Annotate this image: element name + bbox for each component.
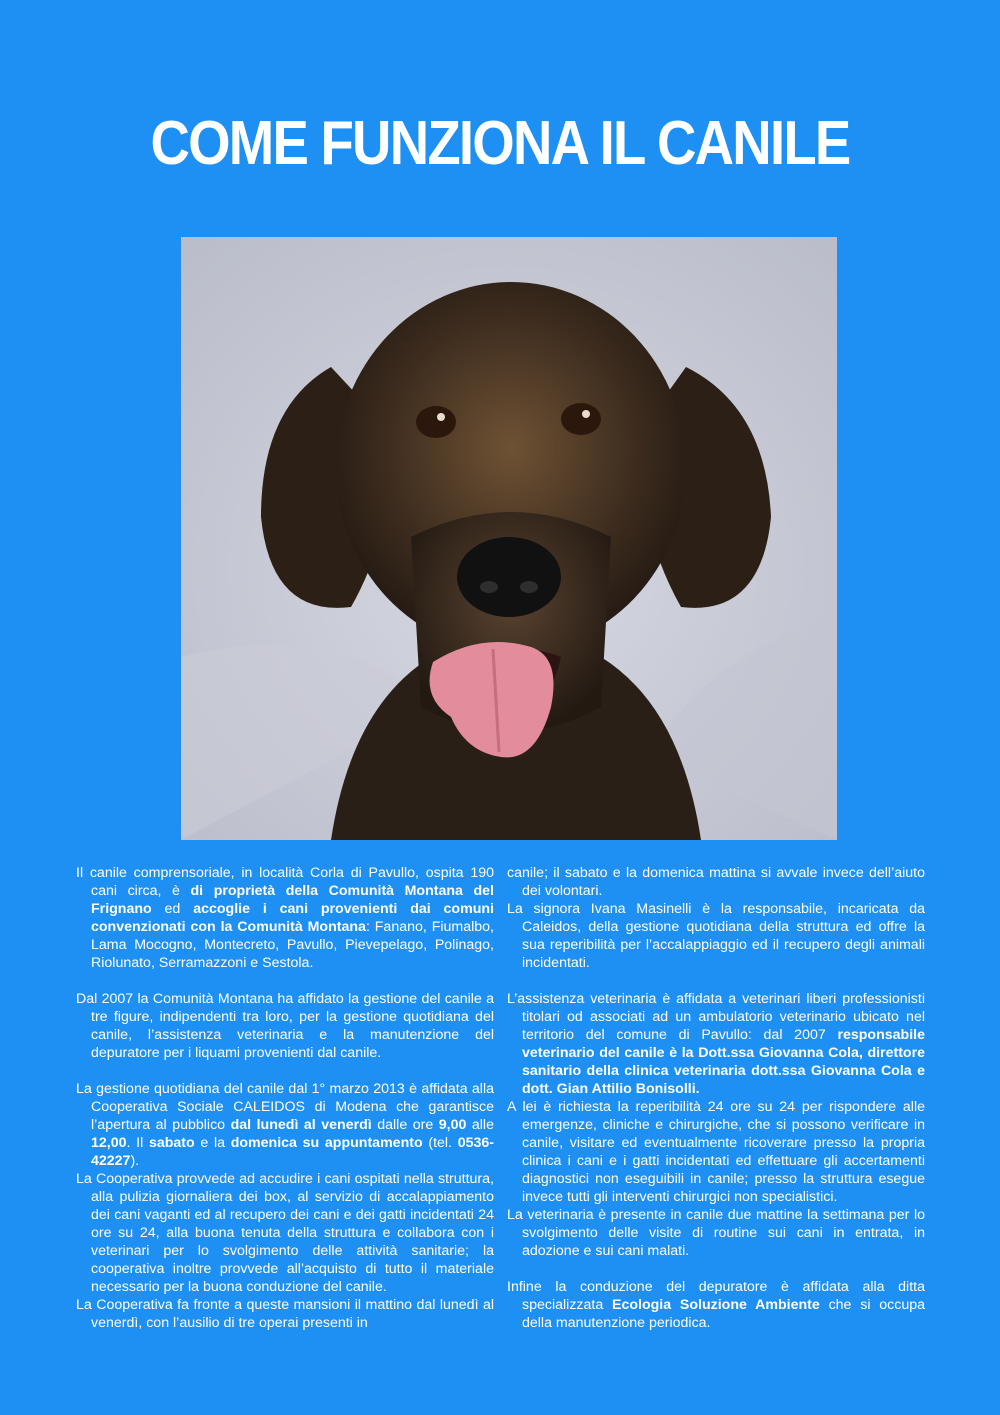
page-title: COME FUNZIONA IL CANILE — [150, 109, 850, 178]
paragraph: La Cooperativa provvede ad accudire i cani ospitati nella struttura, alla pulizia giornaliera dei box, al servizio di accalappiamento dei cani vaganti ed al recupero dei cani e dei gatti incidentati 24 ore su 24, alla buona tenuta della struttura e collabora con i veterinari per lo svolgimento delle attività sanitarie; la cooperativa inoltre provvede all’acquisto di tutto il materiale necessario per la buona conduzione del canile. — [76, 1171, 494, 1295]
paragraph — [507, 990, 925, 1098]
text-span: L’assistenza veterinaria è affidata a veterinari liberi professionisti titolari od associati ad un ambulatorio veterinario ubicato nel territorio del comune di Pavullo: dal 2007 — [507, 991, 925, 1043]
bold-span: di proprietà della Comunità Montana del Frignano — [91, 883, 495, 917]
text-span: La gestione quotidiana del canile dal 1° marzo 2013 è affidata alla Cooperativa Sociale CALEIDOS di Modena che garantisce l’apertura al pubblico — [76, 1081, 494, 1133]
text-span: ). — [130, 1153, 140, 1169]
bold-span: domenica su appuntamento — [230, 1135, 423, 1151]
paragraph — [76, 1080, 494, 1170]
text-span: Il canile comprensoriale, in località Corla di Pavullo, ospita 190 cani circa, è — [76, 865, 494, 899]
text-span: e la — [194, 1135, 231, 1151]
dog-photo — [181, 237, 837, 840]
text-span: : Fanano, Fiumalbo, Lama Mocogno, Montecreto, Pavullo, Pievepelago, Polinago, Riolunato, Serramazzoni e Sestola. — [91, 919, 495, 971]
paragraph: Dal 2007 la Comunità Montana ha affidato la gestione del canile a tre figure, indipendenti tra loro, per la gestione quotidiana del canile, l’assistenza veterinaria e la manutenzione del depuratore per i liquami provenienti dal canile. — [76, 991, 494, 1061]
bold-span: 12,00 — [91, 1135, 127, 1151]
text-span: . Il — [126, 1135, 149, 1151]
bold-span: 0536-42227 — [91, 1135, 494, 1169]
paragraph: La veterinaria è presente in canile due mattine la settimana per lo svolgimento delle visite di routine sui cani in entrata, in adozione e sui cani malati. — [507, 1207, 925, 1259]
paragraph: canile; il sabato e la domenica mattina si avvale invece dell’aiuto dei volontari. — [507, 865, 925, 899]
paragraph — [76, 864, 494, 972]
bold-span: sabato — [148, 1135, 195, 1151]
paragraph: La signora Ivana Masinelli è la responsabile, incaricata da Caleidos, della gestione quotidiana della struttura ed offre la sua reperibilità per l’accalappiaggio ed il recupero degli animali incidentati. — [507, 901, 925, 971]
left-column — [76, 864, 494, 1332]
text-span: dalle ore — [371, 1117, 439, 1133]
right-column — [507, 864, 925, 1332]
bold-span: responsabile veterinario del canile è la Dott.ssa Giovanna Cola, direttore sanitario della clinica veterinaria dott.ssa Giovanna Cola e dott. Gian Attilio Bonisolli. — [522, 1027, 925, 1097]
bold-span: Ecologia Soluzione Ambiente — [612, 1297, 820, 1313]
text-span: (tel. — [422, 1135, 458, 1151]
paragraph: A lei è richiesta la reperibilità 24 ore su 24 per rispondere alle emergenze, cliniche e chirurgiche, che si possono verificare in canile, visitare ed eventualmente ricoverare presso la propria clinica i cani e i gatti incidentati ed effettuare gli accertamenti diagnostici non eseguibili in canile; presso la struttura esegue invece tutti gli interventi chirurgici non specialistici. — [507, 1099, 925, 1205]
dog-icon — [181, 237, 837, 840]
text-span: che si occupa della manutenzione periodica. — [522, 1297, 925, 1331]
text-span: alle — [466, 1117, 494, 1133]
paragraph — [507, 1278, 925, 1332]
bold-span: dal lunedì al venerdì — [230, 1117, 372, 1133]
text-span: ed — [151, 901, 194, 917]
text-span: Infine la conduzione del depuratore è affidata alla ditta specializzata — [507, 1279, 925, 1313]
bold-span: accoglie i cani provenienti dai comuni convenzionati con la Comunità Montana — [91, 901, 494, 935]
paragraph: La Cooperativa fa fronte a queste mansioni il mattino dal lunedì al venerdì, con l’ausilio di tre operai presenti in — [76, 1297, 494, 1331]
bold-span: 9,00 — [438, 1117, 467, 1133]
